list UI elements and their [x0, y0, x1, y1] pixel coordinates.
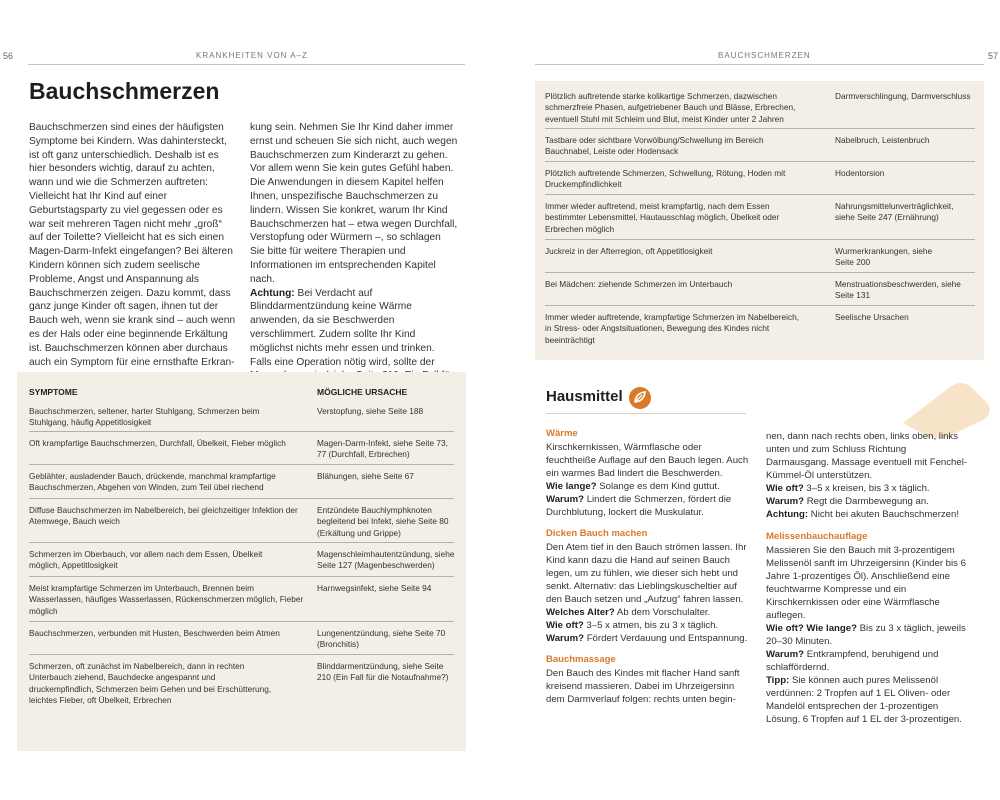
symptom-table-panel — [17, 372, 466, 751]
cause-cell: Seelische Ursachen — [835, 312, 909, 322]
waerme-section — [546, 441, 751, 519]
symptom-cell: Oft krampfartige Bauchschmerzen, Durchfall, Übelkeit, Fieber möglich — [29, 438, 286, 448]
bauchmassage-text-continued: nen, dann nach rechts oben, links oben, links unten und zum Schluss Richtung Darmausgang. Massage eventuell mit Fenchel-Kümmel-Öl unterstützen. — [766, 431, 968, 481]
warning-label: Achtung: — [250, 287, 295, 299]
symptom-cell: Bauchschmerzen, seltener, harter Stuhlgang, Schmerzen beim Stuhlgang, häufig Appetitlosigkeit — [29, 406, 260, 428]
question-label: Wie oft? Wie lange? — [766, 623, 857, 634]
dicken-bauch-age — [546, 606, 751, 619]
hausmittel-column-1 — [546, 428, 751, 706]
row-divider — [29, 498, 454, 499]
melisse-why — [766, 648, 971, 674]
symptom-cell: Meist krampfartige Schmerzen im Unterbauch, Brennen beim Wasserlassen, häufiges Wasserlassen, Rückenschmerzen möglich, Fieber möglich — [29, 583, 304, 616]
row-divider — [545, 194, 975, 195]
row-divider — [29, 654, 454, 655]
intro-column-1 — [29, 121, 237, 369]
bauchmassage-warning — [766, 508, 971, 521]
cause-cell: Nabelbruch, Leistenbruch — [835, 135, 930, 145]
dicken-bauch-how-often — [546, 619, 751, 632]
row-divider — [29, 464, 454, 465]
waerme-why — [546, 493, 751, 519]
cause-cell: Nahrungsmittelunverträglichkeit, siehe Seite 247 (Ernährung) — [835, 201, 954, 223]
melisse-tip — [766, 674, 971, 726]
running-head-left: KRANKHEITEN VON A–Z — [196, 51, 308, 60]
answer-text: Lindert die Schmerzen, fördert die Durchblutung, lockert die Muskulatur. — [546, 494, 732, 518]
table-header-symptom: SYMPTOME — [29, 387, 78, 397]
hausmittel-rule — [546, 413, 746, 414]
melisse-section — [766, 544, 971, 726]
answer-text: Ab dem Vorschulalter. — [614, 607, 711, 618]
row-divider — [545, 239, 975, 240]
symptom-cell: Tastbare oder sichtbare Vorwölbung/Schwellung im Bereich Bauchnabel, Leiste oder Hodensack — [545, 135, 764, 157]
cause-cell: Blähungen, siehe Seite 67 — [317, 471, 414, 481]
warning-body: Bei Verdacht auf Blinddarmentzündung keine Wärme anwenden, da sie Beschwerden verschlimmert. Zudem sollte Ihr Kind möglichst nichts mehr essen und trinken. Falls eine Operation nötig wird, sollte der — [250, 287, 435, 368]
question-label: Wie oft? — [546, 620, 584, 631]
running-head-right: BAUCHSCHMERZEN — [718, 51, 811, 60]
cause-cell: Wurmerkrankungen, siehe Seite 200 — [835, 246, 933, 268]
melisse-how-often — [766, 622, 971, 648]
answer-text: 3–5 x kreisen, bis 3 x täglich. — [803, 483, 930, 494]
question-label: Welches Alter? — [546, 607, 615, 618]
cause-cell: Harnwegsinfekt, siehe Seite 94 — [317, 583, 432, 593]
symptom-cell: Geblähter, ausladender Bauch, drückende, manchmal krampfartige Bauchschmerzen, Abgehen von Winden, zum Teil übel riechend — [29, 471, 276, 493]
symptom-cell: Plötzlich auftretende starke kolikartige Schmerzen, dazwischen schmerzfreie Phasen, aufgetriebener Bauch und Blässe, Erbrechen, eventuell Stuhl mit Schleim und Blut, meist Kinder unter 2 Jahren — [545, 91, 796, 124]
row-divider — [545, 305, 975, 306]
page-number-right: 57 — [988, 51, 999, 61]
bauchmassage-section — [546, 667, 751, 706]
answer-text: Regt die Darmbewegung an. — [804, 496, 929, 507]
table-header-cause: MÖGLICHE URSACHE — [317, 387, 408, 397]
melisse-text: Massieren Sie den Bauch mit 3-prozentigem Melissenöl sanft im Uhrzeigersinn (Kinder bis 6 Jahre 1-prozentiges Öl). Anschließend eine feuchtwarme Kompresse und ein Kirschkernkissen oder eine Wärmflasche auflegen. — [766, 545, 966, 621]
page-number-left: 56 — [3, 51, 14, 61]
cause-cell: Blinddarmentzündung, siehe Seite 210 (Ein Fall für die Notaufnahme?) — [317, 661, 449, 683]
bauchmassage-text: Den Bauch des Kindes mit flacher Hand sanft kreisend massieren. Dabei im Uhrzeigersinn dem Darmverlauf folgen: rechts unten begin- — [546, 668, 740, 705]
symptom-cell: Immer wieder auftretende, krampfartige Schmerzen im Nabelbereich, in Stress- oder Angstsituationen, Bewegung des Kindes nicht beeinträchtigt — [545, 312, 800, 345]
dicken-bauch-text: Den Atem tief in den Bauch strömen lassen. Ihr Kind kann dazu die Hand auf seinen Bauch legen, um zu fühlen, wie dieser sich hebt und senkt. Alternativ: das Lieblingskuscheltier auf den Bauch setzen und „Aufzug“ fahren lassen. — [546, 542, 747, 605]
waerme-title: Wärme — [546, 428, 578, 439]
row-divider — [29, 576, 454, 577]
answer-text: Bis zu 3 x täglich, jeweils 20–30 Minuten. — [766, 623, 966, 647]
answer-text: 3–5 x atmen, bis zu 3 x täglich. — [583, 620, 719, 631]
answer-text: Solange es dem Kind guttut. — [596, 481, 720, 492]
answer-text: Entkrampfend, beruhigend und schlaffördernd. — [766, 649, 939, 673]
cause-cell: Darmverschlingung, Darmverschluss — [835, 91, 971, 101]
answer-text: Fördert Verdauung und Entspannung. — [584, 633, 748, 644]
row-divider — [545, 161, 975, 162]
symptom-table-panel-continued — [535, 81, 984, 360]
cause-cell: Magenschleimhautentzündung, siehe Seite 127 (Magenbeschwerden) — [317, 549, 455, 571]
cause-cell: Menstruationsbeschwerden, siehe Seite 131 — [835, 279, 961, 301]
page-title: Bauchschmerzen — [29, 78, 220, 104]
cause-cell: Lungenentzündung, siehe Seite 70 (Bronchitis) — [317, 628, 446, 650]
cause-cell: Magen-Darm-Infekt, siehe Seite 73, 77 (Durchfall, Erbrechen) — [317, 438, 448, 460]
row-divider — [545, 272, 975, 273]
bauchmassage-continued — [766, 430, 971, 521]
dicken-bauch-section — [546, 541, 751, 645]
hausmittel-title: Hausmittel — [546, 388, 623, 405]
dicken-bauch-title: Dicken Bauch machen — [546, 528, 648, 539]
row-divider — [29, 621, 454, 622]
question-label: Warum? — [766, 496, 805, 507]
symptom-cell: Diffuse Bauchschmerzen im Nabelbereich, bei gleichzeitiger Infektion der Atemwege, Bauch weich — [29, 505, 298, 527]
bauchmassage-how-often — [766, 482, 971, 495]
symptom-cell: Immer wieder auftretend, meist krampfartig, nach dem Essen bestimmter Lebensmittel, Hautausschlag möglich, Übelkeit oder Erbrechen möglich — [545, 201, 780, 234]
intro-column-2 — [250, 121, 458, 397]
symptom-cell: Schmerzen im Oberbauch, vor allem nach dem Essen, Übelkeit möglich, Appetitlosigkeit — [29, 549, 263, 571]
symptom-cell: Bauchschmerzen, verbunden mit Husten, Beschwerden beim Atmen — [29, 628, 280, 638]
dicken-bauch-why — [546, 632, 751, 645]
tip-label: Tipp: — [766, 675, 790, 686]
symptom-cell: Juckreiz in der Afterregion, oft Appetitlosigkeit — [545, 246, 713, 256]
symptom-cell: Schmerzen, oft zunächst im Nabelbereich, dann in rechten Unterbauch ziehend, Bauchdecke angespannt und druckempfindlich, Schmerzen beim Gehen und bei Erschütterung, leichtes Fieber, oft Übelkeit, Erbrechen — [29, 661, 272, 706]
symptom-cell: Bei Mädchen: ziehende Schmerzen im Unterbauch — [545, 279, 733, 289]
row-divider — [545, 128, 975, 129]
question-label: Warum? — [546, 494, 585, 505]
symptom-cell: Plötzlich auftretende Schmerzen, Schwellung, Rötung, Hoden mit Druckempfindlichkeit — [545, 168, 786, 190]
bauchmassage-title: Bauchmassage — [546, 654, 616, 665]
cause-cell: Verstopfung, siehe Seite 188 — [317, 406, 424, 416]
hausmittel-column-2 — [766, 430, 971, 726]
cause-cell: Hodentorsion — [835, 168, 885, 178]
row-divider — [29, 542, 454, 543]
warning-body: Nicht bei akuten Bauchschmerzen! — [808, 509, 960, 520]
cause-cell: Entzündete Bauchlymphknoten begleitend bei Infekt, siehe Seite 80 (Erkältung und Grippe) — [317, 505, 449, 538]
leaf-icon — [628, 386, 652, 410]
question-label: Warum? — [546, 633, 585, 644]
row-divider — [29, 431, 454, 432]
melisse-title: Melissenbauchauflage — [766, 531, 868, 542]
tip-body: Sie können auch pures Melissenöl verdünnen: 2 Tropfen auf 1 EL Oliven- oder Mandelöl entsprechen der 1-prozentigen Lösung. 6 Tropfen auf 1 EL der 3-prozentigen. — [766, 675, 962, 725]
header-rule-right — [535, 64, 984, 65]
waerme-text: Kirschkernkissen, Wärmflasche oder feuchtheiße Auflage auf den Bauch legen. Auch ein warmes Bad lindert die Beschwerden. — [546, 442, 749, 479]
intro-text-1: Bauchschmerzen sind eines der häufigsten Symptome bei Kindern. Was dahintersteckt, ist oft ganz unterschiedlich. Deshalb ist es hier besonders wichtig, darauf zu achten, wann und wie die Schmerzen auftreten: Vielleicht hat Ihr Kind auf einer Geburtstagsparty zu viel gegessen oder es war seit mehreren Tagen nicht mehr „groß“ auf der Toilette? Vielleicht hat es sich einen Magen-Darm-Infekt eingefangen? Bei älteren Kindern können sich zudem seelische Probleme, Angst und Anspannung als Bauchschmerzen zeigen. Dazu kommt, dass ganz junge Kinder oft sagen, ihnen tut der Bauch weh, wenn sie krank sind – auch wenn es der Hals oder eine beginnende Erkältung ist. Bauchschmerzen können aber durchaus auch ein Symptom für eine ernsthafte Erkran- — [29, 122, 236, 368]
intro-text-2: kung sein. Nehmen Sie Ihr Kind daher immer ernst und scheuen Sie sich nicht, auch wegen Bauchschmerzen zum Kinderarzt zu gehen. Vor allem wenn Sie kein gutes Gefühl haben. Die Anwendungen in diesem Kapitel helfen Ihnen, unspezifische Bauchschmerzen zu lindern. Wissen Sie konkret, warum Ihr Kind Bauchschmerzen hat – etwa wegen Durchfall, Verstopfung oder Würmern –, so schlagen Sie bitte für weitere Therapien und Informationen im entsprechenden Kapitel nach. — [250, 122, 458, 285]
header-rule-left — [28, 64, 465, 65]
bauchmassage-why — [766, 495, 971, 508]
question-label: Warum? — [766, 649, 805, 660]
warning-label: Achtung: — [766, 509, 809, 520]
waerme-how-long — [546, 480, 751, 493]
question-label: Wie lange? — [546, 481, 597, 492]
question-label: Wie oft? — [766, 483, 804, 494]
